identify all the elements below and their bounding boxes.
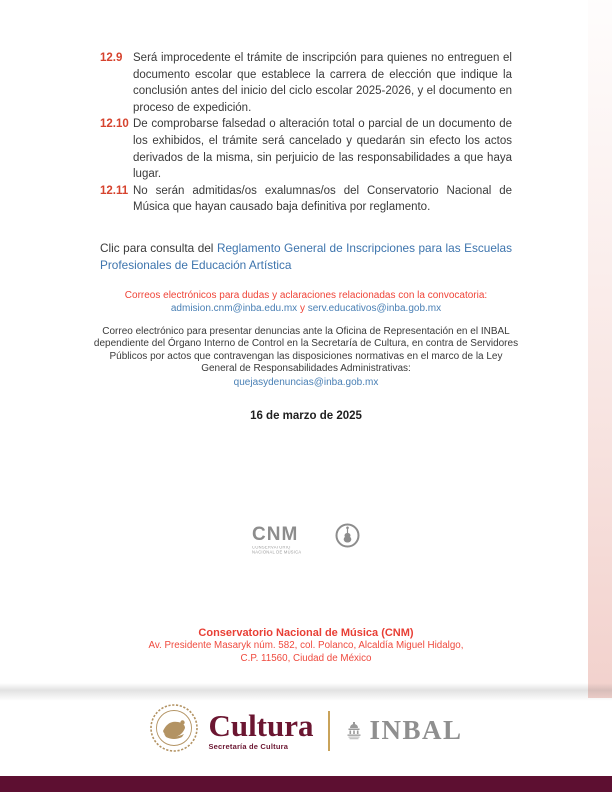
inbal-wordmark: INBAL bbox=[369, 715, 463, 745]
list-item bbox=[100, 116, 512, 182]
list-item-number: 12.9 bbox=[100, 52, 123, 64]
inbal-logo bbox=[344, 715, 463, 746]
footer-bar bbox=[0, 776, 612, 792]
cnm-caption: CONSERVATORIO NACIONAL DE MÚSICA bbox=[252, 546, 302, 555]
address-line1: Av. Presidente Masaryk núm. 582, col. Polanco, Alcaldía Miguel Hidalgo, bbox=[148, 640, 464, 651]
email-link-quejas[interactable]: quejasydenuncias@inba.gob.mx bbox=[233, 376, 379, 388]
footer-gold-divider bbox=[328, 711, 330, 751]
email-link-educativos[interactable]: serv.educativos@inba.gob.mx bbox=[307, 302, 442, 314]
email-separator: y bbox=[297, 302, 308, 314]
address-line2: C.P. 11560, Ciudad de México bbox=[240, 652, 372, 664]
reglamento-link[interactable]: Reglamento General de Inscripciones para las Escuelas Profesionales de Educación Artística bbox=[100, 240, 513, 272]
cultura-subtitle: Secretaría de Cultura bbox=[208, 741, 289, 751]
footer-divider-shadow bbox=[0, 683, 612, 701]
cultura-logo bbox=[208, 707, 314, 751]
cultura-wordmark: Cultura bbox=[208, 707, 314, 743]
list-item bbox=[100, 50, 512, 116]
list-item-text: Será improcedente el trámite de inscripción para quienes no entreguen el documento escolar que establece la carrera de elección que indique la conclusión antes del inicio del ciclo escolar 2025-2026, y el documento en proceso de expedición. bbox=[133, 52, 512, 114]
complaints-block bbox=[91, 326, 521, 389]
mexico-eagle-seal-icon bbox=[149, 703, 199, 758]
complaints-text: Correo electrónico para presentar denuncias ante la Oficina de Representación en el INBAL dependiente del Órgano Interno de Control en la Secretaría de Cultura, en contra de Servidores Públicos por actos que contravengan las disposiciones normativas en el marco de la Ley General de Responsabilidades Administrativas: bbox=[93, 326, 519, 375]
list-item-number: 12.10 bbox=[100, 118, 129, 131]
list-item-number: 12.11 bbox=[100, 184, 129, 197]
bellas-artes-building-icon bbox=[344, 721, 364, 741]
contact-emails bbox=[91, 303, 521, 316]
numbered-list bbox=[100, 50, 512, 216]
contact-heading: Correos electrónicos para dudas y aclaraciones relacionadas con la convocatoria: bbox=[124, 290, 488, 301]
document-date: 16 de marzo de 2025 bbox=[250, 410, 362, 422]
cnm-logo bbox=[0, 524, 612, 559]
cnm-acronym: CNM bbox=[252, 524, 299, 545]
address-title: Conservatorio Nacional de Música (CNM) bbox=[198, 627, 414, 639]
list-item-text: No serán admitidas/os exalumnas/os del Conservatorio Nacional de Música que hayan causado baja definitiva por reglamento. bbox=[133, 184, 512, 214]
right-accent-strip bbox=[588, 0, 612, 698]
email-link-admision[interactable]: admision.cnm@inba.edu.mx bbox=[170, 302, 298, 314]
address-block bbox=[91, 626, 521, 666]
contact-block bbox=[91, 290, 521, 315]
list-item bbox=[100, 183, 512, 216]
consult-prefix: Clic para consulta del bbox=[100, 240, 217, 255]
violin-icon bbox=[335, 523, 360, 553]
list-item-text: De comprobarse falsedad o alteración total o parcial de un documento de los exhibidos, el trámite será cancelado y quedarán sin efecto los actos derivados de la misma, sin perjuicio de las responsabilidades a que haya lugar. bbox=[133, 118, 512, 181]
footer-logos bbox=[0, 703, 612, 758]
consult-paragraph bbox=[100, 240, 512, 274]
